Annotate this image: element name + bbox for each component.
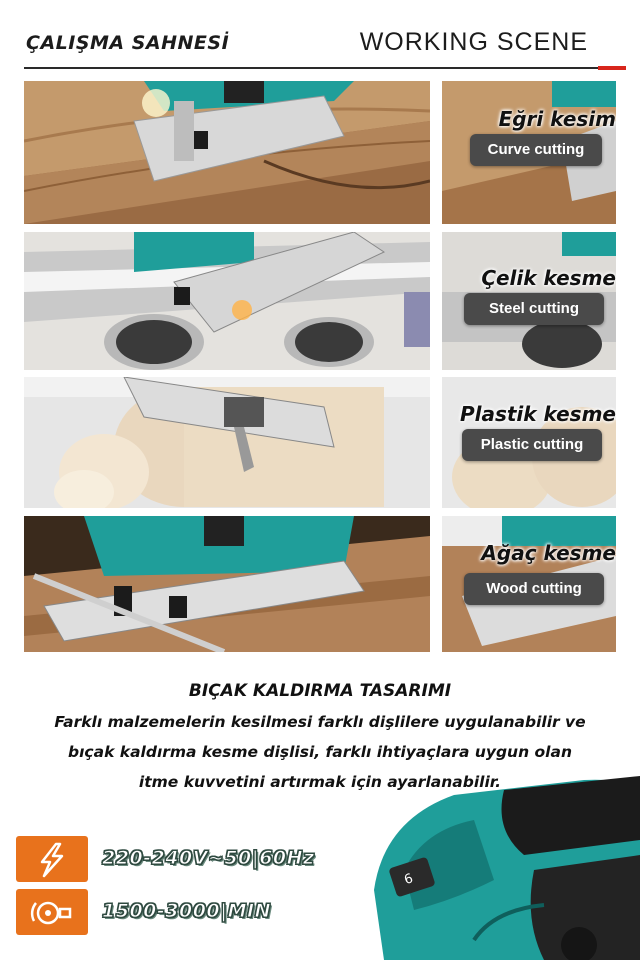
header — [0, 0, 640, 72]
page-title-en: WORKING SCENE — [359, 28, 588, 56]
blade-description-line-2: bıçak kaldırma kesme dişlisi, farklı ihtiyaçlara uygun olan — [68, 743, 572, 761]
scene-title-plastic: Plastik kesme — [459, 402, 616, 426]
scene-title-wood: Ağaç kesme — [481, 541, 616, 565]
scene-plastic-cutting-photo — [24, 377, 430, 508]
scene-title-curve: Eğri kesim — [498, 107, 616, 131]
scene-wood-cutting-photo — [24, 516, 430, 652]
blade-description-line-3: itme kuvvetini artırmak için ayarlanabilir. — [138, 773, 502, 791]
spec-voltage: 220-240V~50|60Hz — [102, 847, 315, 869]
header-divider-accent — [598, 66, 626, 70]
speed-dial-icon — [16, 889, 88, 935]
page-title-tr: ÇALIŞMA SAHNESİ — [26, 32, 230, 54]
scene-title-steel: Çelik kesme — [481, 266, 616, 290]
scene-label-steel: Steel cutting — [464, 293, 604, 325]
scene-label-plastic: Plastic cutting — [462, 429, 602, 461]
jigsaw-tool-image — [344, 760, 640, 960]
scene-label-curve: Curve cutting — [470, 134, 602, 166]
speed-dial-number: 6 — [402, 871, 416, 889]
scene-steel-cutting-photo — [24, 232, 430, 370]
header-divider — [24, 67, 614, 69]
blade-description-line-1: Farklı malzemelerin kesilmesi farklı dişlilere uygulanabilir ve — [54, 713, 586, 731]
lightning-icon — [16, 836, 88, 882]
scene-curve-cutting-photo — [24, 81, 430, 224]
blade-section-title: BIÇAK KALDIRMA TASARIMI — [188, 681, 452, 701]
spec-speed: 1500-3000|MIN — [102, 900, 271, 922]
scene-label-wood: Wood cutting — [464, 573, 604, 605]
